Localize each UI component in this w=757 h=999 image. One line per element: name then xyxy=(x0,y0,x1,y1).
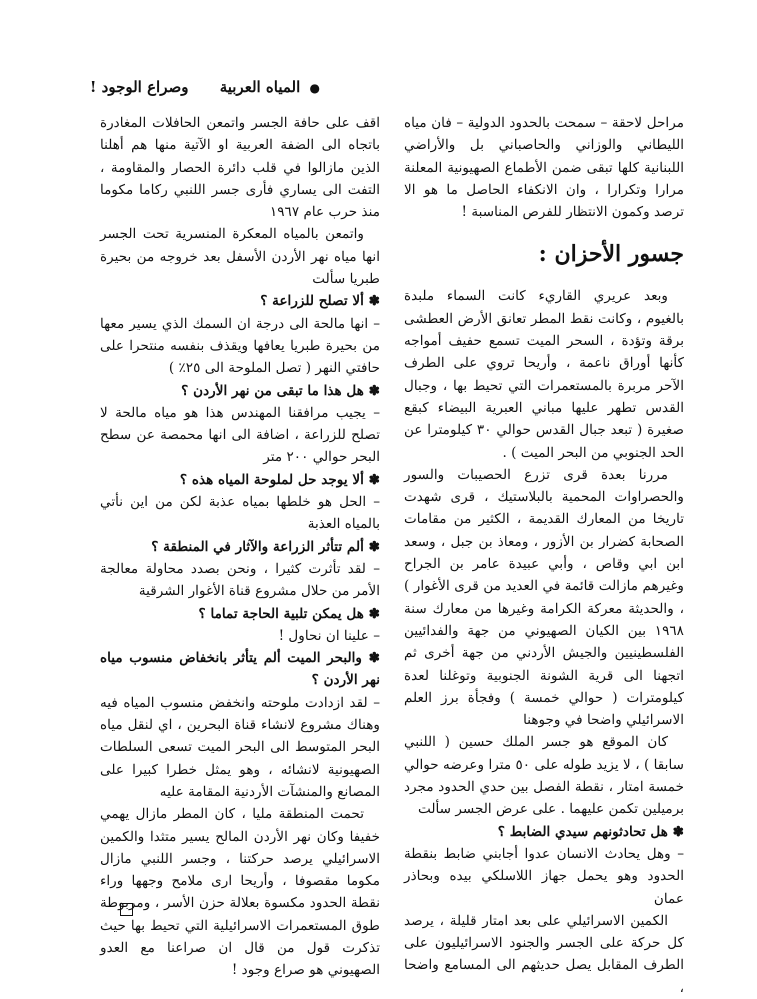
article-body xyxy=(100,112,685,996)
end-mark-icon xyxy=(120,903,133,916)
paragraph: واتمعن بالمياه المعكرة المنسرية تحت الجسر انها مياه نهر الأردن الأسفل بعد خروجه من بحيرة طبريا سألت xyxy=(100,226,380,288)
question: ✽ ألم تتأثر الزراعة والآثار في المنطقة ؟ xyxy=(151,538,380,555)
intro-paragraph: مراحل لاحقة – سمحت بالحدود الدولية – فان مياه الليطاني والوزاني والحاصباني بل والأراضي اللبنانية كلها تبقى ضمن الأطماع الصهيونية المعلنة مرارا وتكرارا ، وان الانكفاء الحاصل ما هو الا ترصد وكمون الانتظار للفرص المناسبة ! xyxy=(404,115,684,221)
answer: – يجيب مرافقنا المهندس هذا هو مياه مالحة لا تصلح للزراعة ، اضافة الى انها محمصة عن سطح البحر حوالي ٢٠٠ متر xyxy=(100,404,380,466)
left-column xyxy=(100,112,380,979)
answer: – وهل يحادث الانسان عدوا أجابني ضابط بنقطة الحدود وهو يحمل جهاز اللاسلكي بيده وبحاذر عمان xyxy=(404,845,684,907)
question: ✽ ألا يوجد حل لملوحة المياه هذه ؟ xyxy=(179,471,380,488)
right-column xyxy=(404,112,685,996)
paragraph: تحمت المنطقة مليا ، كان المطر مازال يهمي خفيفا وكان نهر الأردن المالح يسير متثدا والكمين الاسرائيلي يرصد حركتنا ، وجسر اللنبي مازال مكوما مقصوفا ، وأريحا ارى ملامح وجهها وراء نقطة الحدود مكسوة بعلالة حزن الأسر ، ومربوطة طوق المستعمرات الاسرائيلية التي تحيط بها حيث تذكرت قول من قال ان صراعنا مع العدو الصهيوني هو صراع وجود ! xyxy=(100,806,380,979)
answer: – الحل هو خلطها بمياه عذبة لكن من اين نأتي بالمياه العذبة xyxy=(100,494,380,533)
answer: – لقد تأثرت كثيرا ، ونحن بصدد محاولة معالجة الأمر من حلال مشروع قناة الأغوار الشرقية xyxy=(100,560,380,600)
paragraph: وبعد عريري القاريء كانت السماء ملبدة بالغيوم ، وكانت نقط المطر تعانق الأرض العطشى برقة وتؤدة ، السحر الميت تسمع حفيف أمواجه كأنها أوراق ناعمة ، وأريحا تروي على الطرف الآحر مربرة بالمستعمرات التي تحيط بها ، وجبال القدس تطهر عليها مباني العبرية البيضاء كبقع صغيرة ( تبعد جبال القدس حوالي ٣٠ كيلومترا عن الحد الجنوبي من البحر الميت ) . xyxy=(404,288,685,461)
section-title: جسور الأحزان : xyxy=(538,241,684,268)
running-header xyxy=(89,78,320,100)
header-subtitle: وصراع الوجود ! xyxy=(89,78,189,96)
paragraph: مررنا بعدة قرى تزرع الحصيبات والسور والحصراوات المحمية بالبلاستيك ، قرى شهدت تاريخا من المعارك القديمة ، الكثير من مقامات الصحابة كضرار بن الأزور ، ومعاذ بن جبل ، وسعد ابن ابي وقاص ، وأبي عبيدة عامر بن الجراح وغيرهم مازالت قائمة في العديد من قرى الأغوار ) ، والحديثة معركة الكرامة وغيرها من معارك سنة ١٩٦٨ بين الكيان الصهيوني من جهة والفدائيين الفلسطينيين والجيش الأردني من جهة أخرى ثم اتجهنا الى قرية الشونة الجنوبية وتوغلنا لعدة كيلومترات ( حوالي خمسة ) وفجأة برز العلم الاسرائيلي واضحا في وجوهنا xyxy=(404,466,684,729)
question: ✽ والبحر الميت ألم يتأثر بانخفاض منسوب مياه نهر الأردن ؟ xyxy=(100,650,380,689)
question: ✽ هل تحادثونهم سيدي الضابط ؟ xyxy=(497,823,684,840)
paragraph: الكمين الاسرائيلي على بعد امتار قليلة ، يرصد كل حركة على الجسر والجنود الاسرائيليون على الطرف المقابل يصل حديثهم الى المسامع واضحا ، xyxy=(404,912,684,996)
answer: – انها مالحة الى درجة ان السمك الذي يسير معها من بحيرة طبريا يعافها ويقذف بنفسه منتحرا على حافتي النهر ( تصل الملوحة الى ٢٥٪ ) xyxy=(100,315,380,377)
header-title: المياه العربية xyxy=(219,78,301,96)
question: ✽ ألا تصلح للزراعة ؟ xyxy=(260,293,380,310)
answer: – لقد ازدادت ملوحته وانخفض منسوب المياه فيه وهناك مشروع لانشاء قناة البحرين ، اي لنقل مياه البحر المتوسط الى البحر الميت تسعى السلطات الصهيونية لانشائه ، وهو يمثل خطرا كبيرا على المصانع والمنشآت الأردنية المقامة عليه xyxy=(100,694,380,800)
paragraph: كان الموقع هو جسر الملك حسين ( اللنبي سابقا ) ، لا يزيد طوله على ٥٠ مترا وعرضه حوالي خمسة امتار ، نقطة الفصل بين حدي الحدود مجرد برميلين تكمن عليهما . على عرض الجسر سألت xyxy=(404,734,684,818)
question: ✽ هل هذا ما تبقى من نهر الأردن ؟ xyxy=(181,382,380,399)
bullet-icon: ● xyxy=(309,81,320,95)
question: ✽ هل يمكن تلبية الحاجة تماما ؟ xyxy=(198,605,380,622)
answer: – علينا ان نحاول ! xyxy=(278,627,380,644)
paragraph: اقف على حافة الجسر واتمعن الحافلات المغادرة باتجاه الى الضفة العربية او الآتية منها هم أهلنا الذين مازالوا في قلب دائرة الحصار والمقاومة ، التفت الى يساري فأرى جسر اللنبي ركاما مكوما منذ حرب عام ١٩٦٧ xyxy=(100,115,380,221)
